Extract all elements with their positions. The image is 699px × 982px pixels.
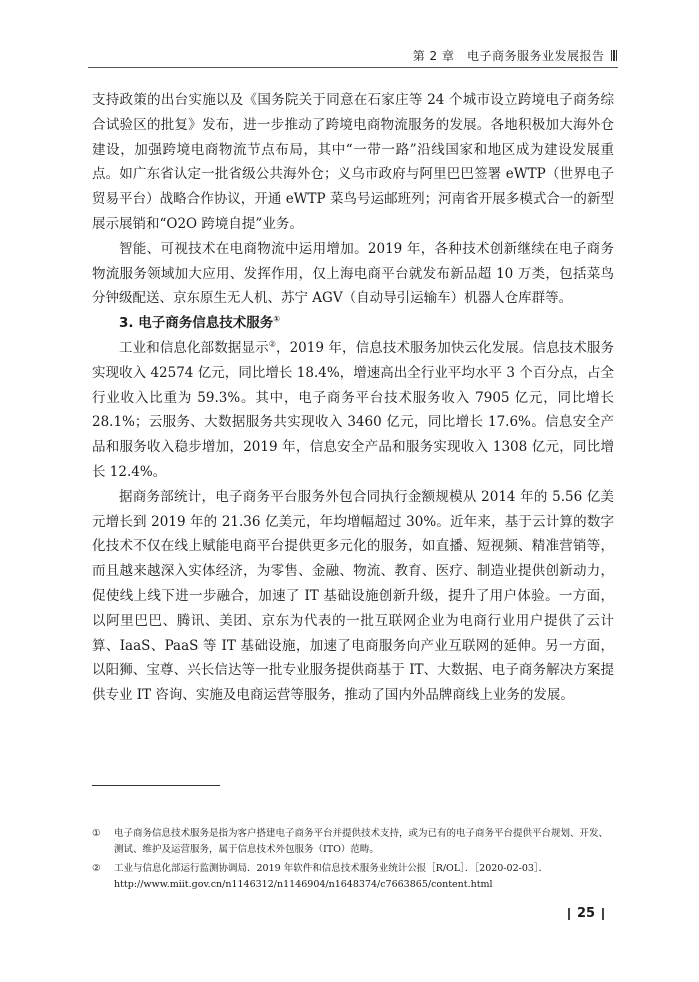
paragraph-3-rest: ，2019 年，信息技术服务加快云化发展。信息技术服务实现收入 42574 亿元，同比增长 18.4%，增速高出全行业平均水平 3 个百分点，占全行业收入比重为 59.3%。其中，电子商务平台技术服务收入 7905 亿元，同比增长 28.1%；云服务、大数据服务共实现收入 3460 亿元，同比增长 17.6%。信息安全产品和服务收入稳步增加，2019 年，信息安全产品和服务实现收入 1308 亿元，同比增长 12.4%。: [92, 339, 615, 480]
paragraph-1: 支持政策的出台实施以及《国务院关于同意在石家庄等 24 个城市设立跨境电子商务综合试验区的批复》发布，进一步推动了跨境电商物流服务的发展。各地积极加大海外仓建设，加强跨境电商物流节点布局，其中“一带一路”沿线国家和地区成为建设发展重点。如广东省认定一批省级公共海外仓；义乌市政府与阿里巴巴签署 eWTP（世界电子贸易平台）战略合作协议，开通 eWTP 菜鸟号运邮班列；河南省开展多模式合一的新型展示展销和“O2O 跨境自提”业务。: [92, 92, 614, 232]
page-number: 25: [577, 906, 596, 921]
page-number-block: [568, 906, 604, 921]
header-rule: [88, 67, 618, 68]
footnote-1-mark: ①: [92, 828, 101, 839]
section-heading: [92, 311, 614, 336]
chapter-title: 第 2 章 电子商务服务业发展报告: [412, 49, 605, 63]
footnote-ref-1[interactable]: ①: [273, 314, 281, 324]
footnote-2: [92, 861, 614, 893]
paragraph-4: 据商务部统计，电子商务平台服务外包合同执行金额规模从 2014 年的 5.56 亿美元增长到 2019 年的 21.36 亿美元，年均增幅超过 30%。近年来，基于云计算的数字化技术不仅在线上赋能电商平台提供更多元化的服务，如直播、短视频、精准营销等，而且越来越深入实体经济，为零售、金融、物流、教育、医疗、制造业提供创新动力，促使线上线下进一步融合，加速了 IT 基础设施创新升级，提升了用户体验。一方面，以阿里巴巴、腾讯、美团、京东为代表的一批互联网企业为电商行业用户提供了云计算、IaaS、PaaS 等 IT 基础设施，加速了电商服务向产业互联网的延伸。另一方面，以阳狮、宝尊、兴长信达等一批专业服务提供商基于 IT、大数据、电子商务解决方案提供专业 IT 咨询、实施及电商运营等服务，推动了国内外品牌商线上业务的发展。: [92, 488, 614, 704]
paragraph-3-start: 工业和信息化部数据显示: [119, 339, 269, 356]
main-text: [92, 88, 614, 708]
section-heading-text: 3. 电子商务信息技术服务: [119, 315, 274, 332]
page-number-left-bar: [568, 908, 570, 920]
footnote-rule: [92, 785, 220, 786]
footnotes: [92, 826, 614, 896]
footnote-1: [92, 826, 614, 858]
footnote-2-mark: ②: [92, 863, 101, 874]
footnote-ref-2[interactable]: ②: [268, 339, 276, 349]
running-header: [413, 47, 617, 64]
paragraph-3: [92, 336, 614, 485]
page-number-right-bar: [602, 908, 604, 920]
footnote-1-text: 电子商务信息技术服务是指为客户搭建电子商务平台并提供技术支持，或为已有的电子商务平台提供平台规划、开发、测试、维护及运营服务，属于信息技术外包服务（ITO）范畴。: [114, 828, 609, 855]
header-bars-icon: [611, 50, 618, 61]
paragraph-2: 智能、可视技术在电商物流中运用增加。2019 年，各种技术创新继续在电子商务物流服务领域加大应用、发挥作用，仅上海电商平台就发布新品超 10 万类，包括菜鸟分钟级配送、京东原生无人机、苏宁 AGV（自动导引运输车）机器人仓库群等。: [92, 240, 614, 307]
footnote-2-text: 工业与信息化部运行监测协调局．2019 年软件和信息技术服务业统计公报［R/OL］．［2020-02-03］．http://www.miit.gov.cn/n1146312/n1146904/n1648374/c7663865/content.html: [114, 863, 549, 890]
